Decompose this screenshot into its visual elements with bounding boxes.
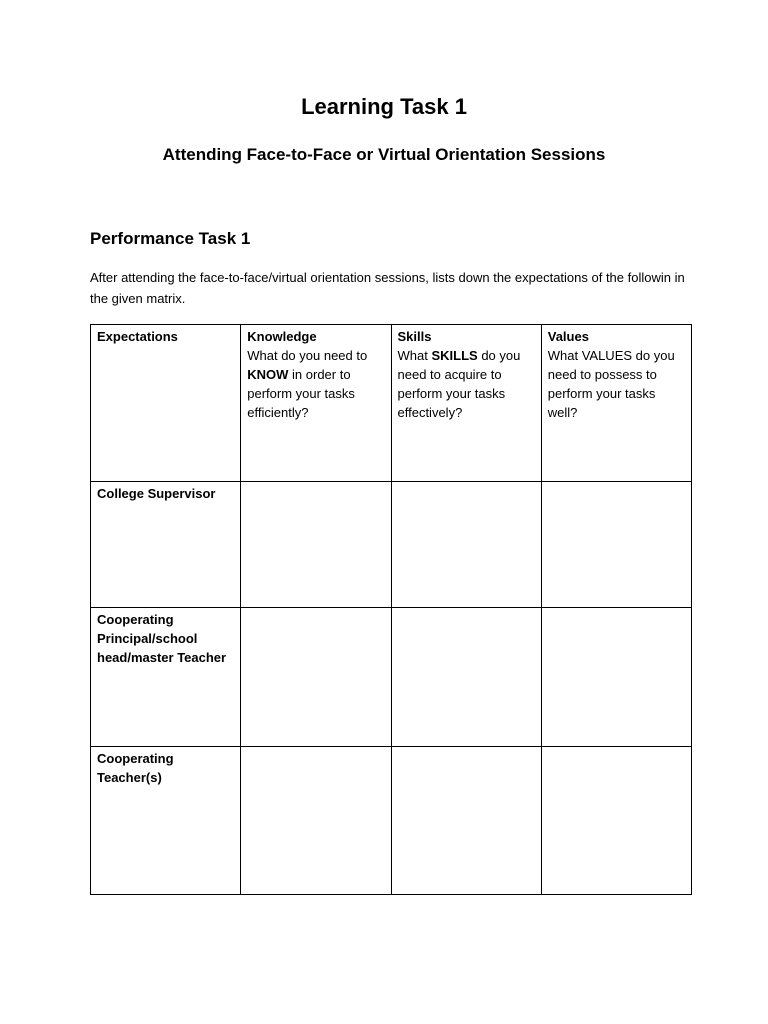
document-subtitle: Attending Face-to-Face or Virtual Orientation Sessions [162, 145, 606, 164]
header-values [541, 325, 691, 482]
section-heading: Performance Task 1 [90, 229, 251, 248]
header-skills-label: Skills [397, 329, 432, 344]
header-skills [391, 325, 541, 482]
table-row [91, 608, 692, 747]
table-row [91, 747, 692, 895]
expectations-matrix [90, 324, 692, 895]
header-knowledge [241, 325, 391, 482]
row-label: College Supervisor [97, 486, 216, 501]
document-title: Learning Task 1 [301, 94, 467, 119]
instructions-text: After attending the face-to-face/virtual orientation sessions, lists down the expectations of the followin in the given matrix. [90, 270, 685, 306]
header-knowledge-label: Knowledge [247, 329, 317, 344]
values-answer-cell[interactable] [541, 608, 691, 747]
header-expectations [91, 325, 241, 482]
skills-answer-cell[interactable] [391, 608, 541, 747]
header-values-label: Values [547, 329, 589, 344]
row-label: Cooperating Teacher(s) [97, 751, 174, 785]
row-label-cell [91, 482, 241, 608]
header-values-question: What VALUES do you need to possess to perform your tasks well? [547, 348, 675, 420]
skills-answer-cell[interactable] [391, 747, 541, 895]
table-row [91, 482, 692, 608]
row-label: Cooperating Principal/school head/master Teacher [97, 612, 227, 665]
header-expectations-label: Expectations [97, 329, 178, 344]
header-skills-question: What SKILLS do you need to acquire to perform your tasks effectively? [397, 348, 521, 420]
matrix-header-row [91, 325, 692, 482]
knowledge-answer-cell[interactable] [241, 482, 391, 608]
knowledge-answer-cell[interactable] [241, 608, 391, 747]
skills-answer-cell[interactable] [391, 482, 541, 608]
values-answer-cell[interactable] [541, 747, 691, 895]
values-answer-cell[interactable] [541, 482, 691, 608]
row-label-cell [91, 608, 241, 747]
row-label-cell [91, 747, 241, 895]
header-knowledge-question: What do you need to KNOW in order to perform your tasks efficiently? [247, 348, 368, 420]
knowledge-answer-cell[interactable] [241, 747, 391, 895]
